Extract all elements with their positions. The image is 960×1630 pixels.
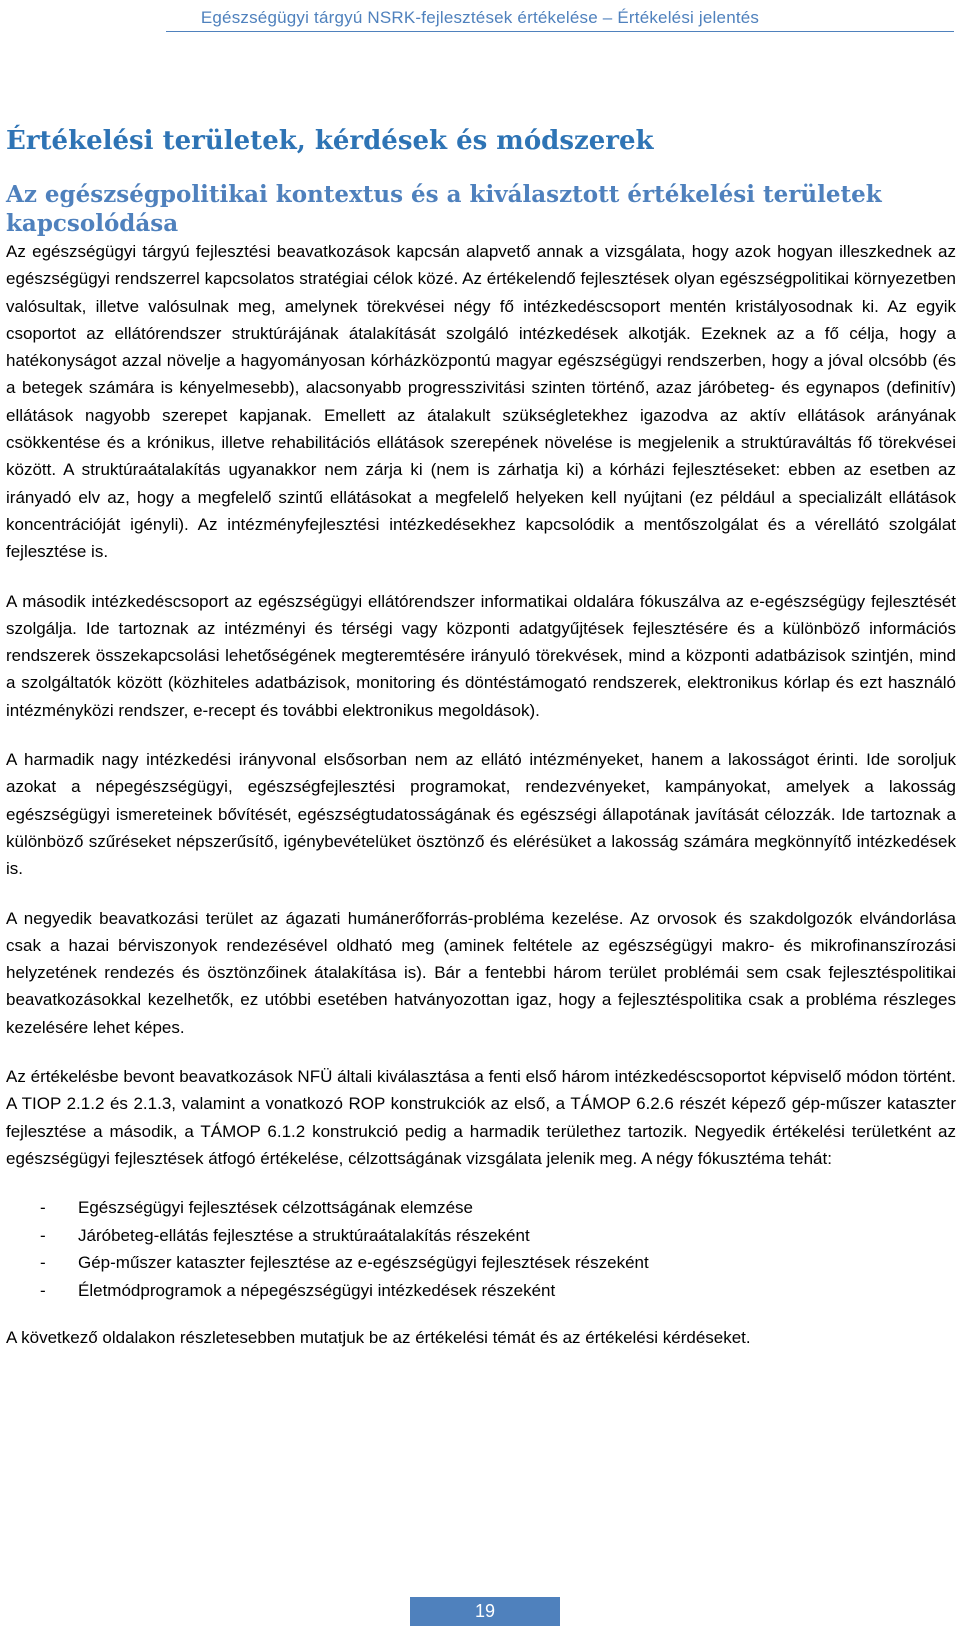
list-item-text: Gép-műszer kataszter fejlesztése az e-egészségügyi fejlesztések részeként — [78, 1253, 649, 1273]
closing-paragraph: A következő oldalakon részletesebben mutatjuk be az értékelési témát és az értékelési kérdéseket. — [6, 1328, 751, 1348]
list-bullet: - — [40, 1198, 46, 1218]
page-content — [6, 124, 956, 1374]
header-divider — [166, 31, 954, 32]
paragraph-4: A negyedik beavatkozási terület az ágazati humánerőforrás-probléma kezelése. Az orvosok és szakdolgozók elvándorlása csak a hazai bérviszonyok rendezésével oldható meg (aminek feltétele az egészségügyi makro- és mikrofinanszírozási helyzetének rendezés és ösztönzőinek átalakítása is). Bár a fentebbi három terület problémái sem csak fejlesztéspolitikai beavatkozásokkal kezelhetők, ez utóbbi esetében hatványozottan igaz, hogy a fejlesztéspolitika csak a probléma részleges kezelésére lehet képes. — [6, 908, 956, 1037]
list-item-text: Életmódprogramok a népegészségügyi intézkedések részeként — [78, 1280, 556, 1300]
list-bullet: - — [40, 1225, 46, 1245]
list-item-text: Járóbeteg-ellátás fejlesztése a struktúraátalakítás részeként — [78, 1225, 530, 1245]
running-header: Egészségügyi tárgyú NSRK-fejlesztések értékelése – Értékelési jelentés — [200, 8, 760, 27]
list-item — [6, 1249, 956, 1277]
section-subtitle: Az egészségpolitikai kontextus és a kiválasztott értékelési területek kapcsolódása — [6, 181, 882, 237]
list-item — [6, 1194, 956, 1222]
list-item — [6, 1222, 956, 1250]
paragraph-3: A harmadik nagy intézkedési irányvonal elsősorban nem az ellátó intézményeket, hanem a lakosságot érinti. Ide soroljuk azokat a népegészségügyi, egészségfejlesztési programokat, rendezvényeket, kampányokat, amelyek a lakosság egészségügyi ismereteinek bővítését, egészségtudatosságának és egészségi állapotának javítását célozzák. Ide tartoznak a különböző szűréseket népszerűsítő, igénybevételüket ösztönző és elérésüket a lakosság számára megkönnyítő intézkedések is. — [6, 750, 956, 879]
section-title: Értékelési területek, kérdések és módszerek — [6, 126, 654, 156]
page-number-badge: 19 — [410, 1597, 560, 1626]
paragraph-1: Az egészségügyi tárgyú fejlesztési beavatkozások kapcsán alapvető annak a vizsgálata, hogy azok hogyan illeszkednek az egészségügyi rendszerrel kapcsolatos stratégiai célok közé. Az értékelendő fejlesztések olyan egészségpolitikai környezetben valósultak, illetve valósulnak meg, amelynek törekvései négy fő intézkedéscsoport mentén kristályosodnak ki. Az egyik csoportot az ellátórendszer struktúrájának átalakítását szolgáló intézkedések alkotják. Ezeknek az a fő célja, hogy a hatékonyságot azzal növelje a hagyományosan kórházközpontú magyar egészségügyi rendszerben, hogy a jóval olcsóbb (és a betegek számára is kényelmesebb), alacsonyabb progresszivitási szinten történő, azaz járóbeteg- és egynapos (definitív) ellátások nagyobb szerepet kapjanak. Emellett az átalakult szükségletekhez igazodva az aktív ellátások arányának csökkentése és a krónikus, illetve rehabilitációs ellátások szerepének növelése is megjelenik a struktúraváltás fő törekvései között. A struktúraátalakítás ugyanakkor nem zárja ki (nem is zárhatja ki) a kórházi fejlesztéseket: ebben az esetben az irányadó elv az, hogy a megfelelő szintű ellátásokat a megfelelő helyeken kell nyújtani (ez például a specializált ellátások koncentrációját igényli). Az intézményfejlesztési intézkedésekhez kapcsolódik a mentőszolgálat és a vérellátó szolgálat fejlesztése is. — [6, 242, 956, 562]
paragraph-2: A második intézkedéscsoport az egészségügyi ellátórendszer informatikai oldalára fókuszálva az e-egészségügy fejlesztését szolgálja. Ide tartoznak az intézményi és térségi vagy központi adatgyűjtések fejlesztésére és a különböző információs rendszerek összekapcsolási lehetőségének megteremtésére irányuló törekvések, mind a központi adatbázisok szintjén, mind a szolgáltatók között (közhiteles adatbázisok, monitoring és döntéstámogató rendszerek, elektronikus kórlap és ezt használó intézményközi rendszer, e-recept és további elektronikus megoldások). — [6, 591, 956, 720]
list-item — [6, 1277, 956, 1305]
list-bullet: - — [40, 1253, 46, 1273]
paragraph-5: Az értékelésbe bevont beavatkozások NFÜ általi kiválasztása a fenti első három intézkedéscsoportot képviselő módon történt. A TIOP 2.1.2 és 2.1.3, valamint a vonatkozó ROP konstrukciók az első, a TÁMOP 6.2.6 részét képező gép-műszer kataszter fejlesztése a második, a TÁMOP 6.1.2 konstrukció pedig a harmadik területhez tartozik. Negyedik értékelési területként az egészségügyi fejlesztések átfogó értékelése, célzottságának vizsgálata jelenik meg. A négy fókusztéma tehát: — [6, 1067, 956, 1168]
list-bullet: - — [40, 1280, 46, 1300]
list-item-text: Egészségügyi fejlesztések célzottságának elemzése — [78, 1198, 473, 1218]
focus-topic-list — [6, 1194, 956, 1304]
